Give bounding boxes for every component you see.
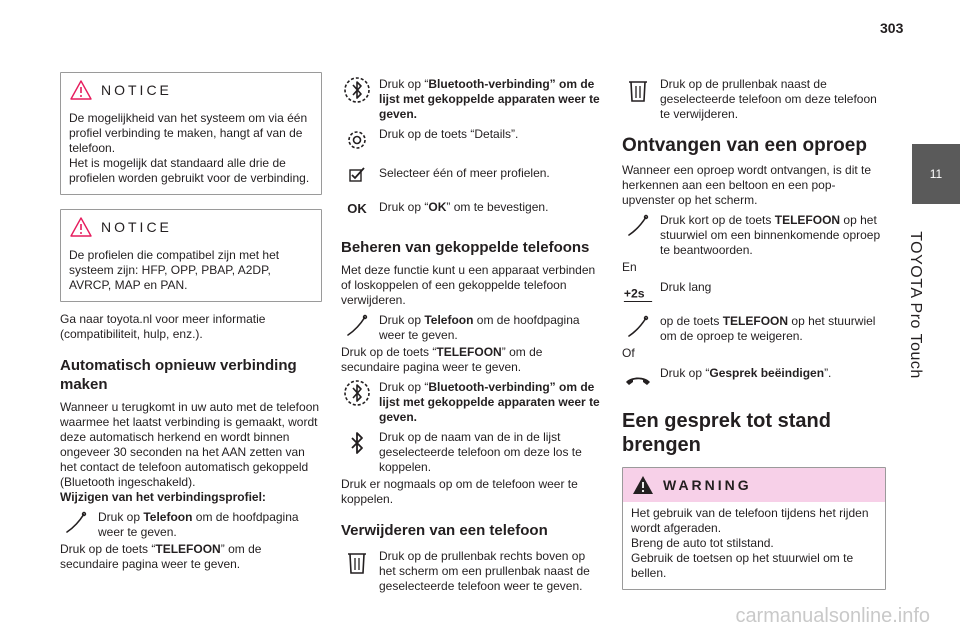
bluetooth-settings-icon: [342, 75, 372, 105]
step-text: Druk op “: [379, 200, 429, 214]
step-bold: Gesprek beëindigen: [709, 366, 825, 380]
warning-label: WARNING: [663, 477, 752, 493]
step-details: [341, 124, 603, 156]
receive-text: Wanneer een oproep wordt ontvangen, is dit te herkennen aan een beltoon en een pop-upvenster op het scherm.: [622, 163, 872, 207]
step-text: ”.: [824, 366, 832, 380]
manage-text: Met deze functie kunt u een apparaat verbinden of loskoppelen of een gekoppelde telefoon verwijderen.: [341, 263, 596, 307]
chapter-title-text: TOYOTA Pro Touch: [907, 231, 924, 379]
step-ok: [341, 192, 603, 224]
step-bold: Telefoon: [424, 313, 474, 327]
step-text: Druk op: [379, 313, 425, 327]
step-disconnect: [341, 427, 603, 475]
step-text: Druk op de toets “Details”.: [379, 127, 519, 141]
step-text: Druk op “: [379, 77, 429, 91]
reconnect-text: Druk er nogmaals op om de telefoon weer te koppelen.: [341, 477, 578, 506]
step-text: om de hoofdpagina weer te geven.: [98, 510, 299, 539]
column-1: [60, 72, 322, 572]
notice-header: [61, 73, 321, 107]
step-telefoon: [341, 310, 603, 343]
step-long-press: [622, 277, 886, 309]
watermark: carmanualsonline.info: [735, 605, 930, 627]
info-text: Ga naar toyota.nl voor meer informatie (compatibiliteit, hulp, enz.).: [60, 312, 266, 341]
notice-text: De profielen die compatibel zijn met het systeem zijn: HFP, OPP, PBAP, A2DP, AVRCP, MAP en PAN.: [69, 248, 280, 292]
warning-header: [623, 468, 885, 502]
heading-make-call: Een gesprek tot stand brengen: [622, 410, 831, 456]
gear-icon: [343, 126, 371, 154]
step-text: Druk op de toets “: [60, 542, 156, 556]
finger-touch-icon: [63, 510, 89, 536]
step-text: Druk op de toets “: [341, 345, 437, 359]
notice-label: NOTICE: [101, 82, 172, 98]
notice-box-1: [60, 72, 322, 195]
trash-icon: [626, 77, 650, 103]
column-2: [341, 72, 603, 596]
step-text: op het stuurwiel om de oproep te weigeren.: [660, 314, 876, 343]
step-text: ” om te bevestigen.: [446, 200, 549, 214]
step-text: Druk lang: [660, 280, 712, 294]
notice-label: NOTICE: [101, 219, 172, 235]
step-bold: TELEFOON: [722, 314, 789, 328]
chapter-title: [890, 230, 940, 380]
step-text: op het stuurwiel om een binnenkomende oproep te beantwoorden.: [660, 213, 881, 257]
step-end-call: [622, 363, 886, 395]
step-text: Druk op de prullenbak rechts boven op het scherm om een prullenbak naast de geselecteerde telefoon weer te geven.: [379, 549, 590, 593]
step-trash: [622, 74, 886, 122]
step-bluetooth: [341, 74, 603, 122]
step-text: Druk kort op de toets: [660, 213, 775, 227]
chapter-tab: 11: [912, 144, 960, 204]
heading-receive-call: Ontvangen van een oproep: [622, 135, 867, 156]
step-text: Selecteer één of meer profielen.: [379, 166, 550, 180]
notice-box-2: [60, 209, 322, 302]
step-bold: Telefoon: [143, 510, 193, 524]
step-trash: [341, 546, 603, 594]
warning-text: Het gebruik van de telefoon tijdens het rijden wordt afgeraden. Breng de auto tot stilstand. Gebruik de toetsen op het stuurwiel om te bellen.: [631, 506, 869, 580]
page-number: 303: [880, 20, 904, 36]
step-select-profiles: [341, 158, 603, 190]
heading-manage-phones: Beheren van gekoppelde telefoons: [341, 239, 590, 256]
step-telefoon: [60, 507, 322, 540]
step-bluetooth: [341, 377, 603, 425]
step-bold: TELEFOON: [436, 345, 502, 359]
finger-touch-icon: [625, 213, 651, 239]
trash-icon: [345, 549, 369, 575]
long-press-2s-icon: [622, 282, 654, 304]
ok-icon: OK: [347, 200, 367, 216]
notice-header: [61, 210, 321, 244]
warning-triangle-icon: [69, 79, 93, 101]
step-bold: Bluetooth-verbinding” om de lijst met gekoppelde apparaten weer te geven.: [379, 77, 600, 121]
step-bold: Bluetooth-verbinding” om de lijst met gekoppelde apparaten weer te geven.: [379, 380, 600, 424]
step-bold: OK: [428, 200, 447, 214]
step-text: Druk op de naam van de in de lijst geselecteerde telefoon om deze los te koppelen.: [379, 430, 582, 474]
step-bold: TELEFOON: [774, 213, 841, 227]
step-text: Druk op “: [660, 366, 710, 380]
finger-touch-icon: [344, 313, 370, 339]
finger-touch-icon: [625, 314, 651, 340]
step-text: om de hoofdpagina weer te geven.: [379, 313, 580, 342]
step-bold: TELEFOON: [155, 542, 221, 556]
column-3: [622, 72, 886, 590]
checkbox-icon: [346, 163, 368, 185]
step-text: Druk op: [98, 510, 144, 524]
step-text: ” om de secundaire pagina weer te geven.: [341, 345, 543, 374]
heading-delete-phone: Verwijderen van een telefoon: [341, 522, 548, 539]
heading-auto-reconnect: Automatisch opnieuw verbinding maken: [60, 357, 297, 393]
step-text: op de toets: [660, 314, 723, 328]
change-profile-title: Wijzigen van het verbindingsprofiel:: [60, 490, 266, 504]
warning-box: [622, 467, 886, 590]
warning-triangle-icon: [69, 216, 93, 238]
svg-text:+2s: +2s: [623, 286, 645, 301]
step-text: ” om de secundaire pagina weer te geven.: [60, 542, 262, 571]
bluetooth-icon: [347, 430, 367, 456]
step-text: Druk op de prullenbak naast de geselecteerde telefoon om deze telefoon te verwijderen.: [660, 77, 877, 121]
en-text: En: [622, 260, 637, 274]
notice-text: De mogelijkheid van het systeem om via één profiel verbinding te maken, hangt af van de telefoon. Het is mogelijk dat standaard alle drie de profielen worden gebruikt voor de verbinding.: [69, 111, 310, 185]
step-short-press: [622, 210, 886, 258]
auto-reconnect-text: Wanneer u terugkomt in uw auto met de telefoon waarmee het laatst verbinding is gemaakt, wordt deze automatisch herkend en wordt binnen ongeveer 30 seconden na het AAN zetten van het contact de telefoon automatisch gekoppeld (Bluetooth ingeschakeld).: [60, 400, 320, 489]
step-reject: [622, 311, 886, 344]
hang-up-icon: [623, 369, 653, 389]
step-text: Druk op “: [379, 380, 429, 394]
of-text: Of: [622, 346, 635, 360]
warning-triangle-icon: [631, 474, 655, 496]
bluetooth-settings-icon: [342, 378, 372, 408]
